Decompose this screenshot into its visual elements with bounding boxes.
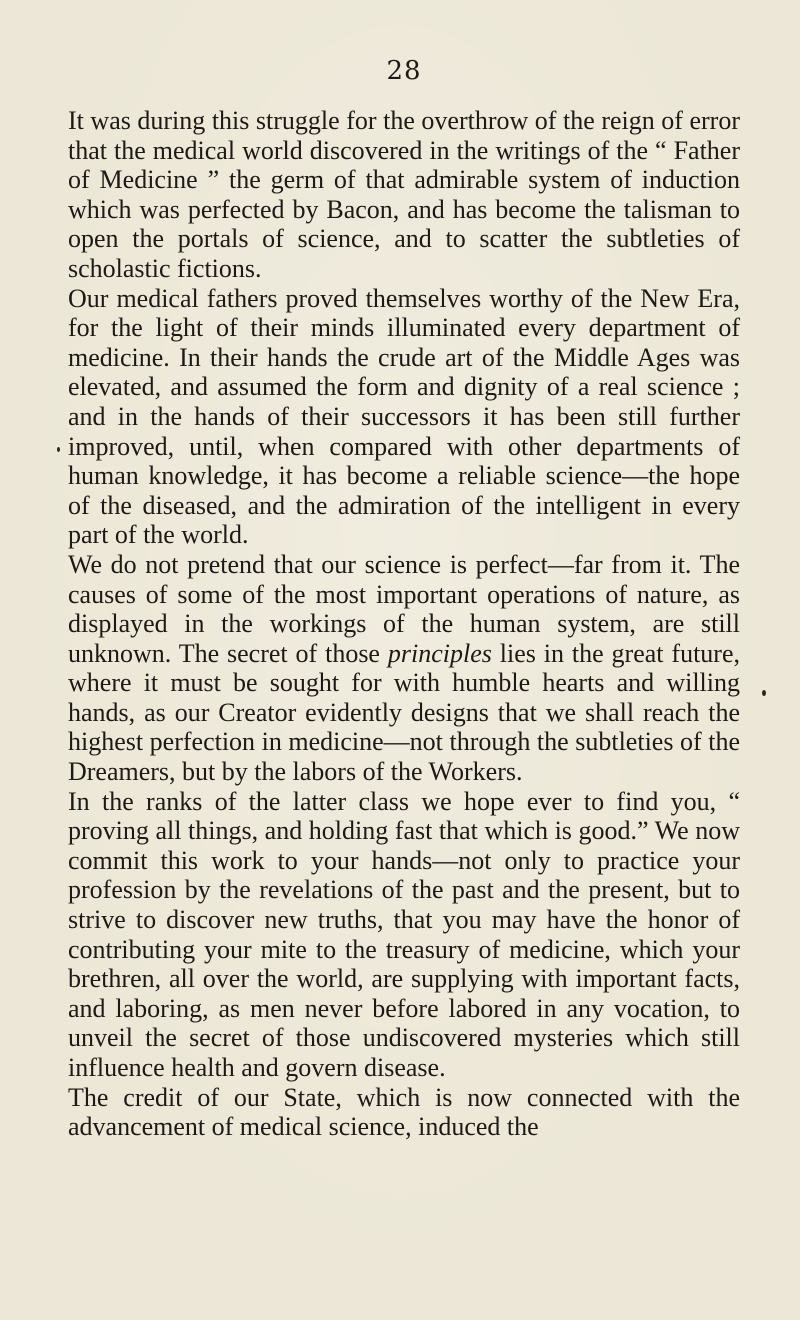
paragraph-2: Our medical fathers proved themselves worthy of the New Era, for the light of their minds illuminated every department of medicine. In their hands the crude art of the Middle Ages was elevated, and assumed the form and dignity of a real science ; and in the hands of their successors it has been still further improved, until, when compared with other departments of human knowledge, it has become a reliable science—the hope of the diseased, and the admiration of the intelligent in every part of the world.: [68, 283, 740, 550]
italic-principles: principles: [387, 638, 492, 668]
page-number: 28: [386, 56, 422, 86]
margin-speck: [57, 447, 60, 452]
paragraph-5: The credit of our State, which is now connected with the advancement of medical science, induced the: [68, 1082, 740, 1142]
paragraph-3-text-after: lies in the great future, where it must be sought for with humble hearts and willing hands, as our Creator evidently designs that we shall reach the highest perfection in medicine—not through the subtleties of the Dreamers, but by the labors of the Workers.: [68, 638, 740, 787]
paragraph-3: [68, 550, 740, 787]
margin-speck: [762, 690, 766, 696]
paragraph-1: It was during this struggle for the overthrow of the reign of error that the medical world discovered in the writings of the “ Father of Medicine ” the germ of that admirable system of induction which was perfected by Bacon, and has become the talisman to open the portals of science, and to scatter the subtleties of scholastic fictions.: [68, 106, 740, 283]
paragraph-4: In the ranks of the latter class we hope ever to find you, “ proving all things, and holding fast that which is good.” We now commit this work to your hands—not only to practice your profession by the revelations of the past and the present, but to strive to discover new truths, that you may have the honor of contributing your mite to the treasury of medicine, which your brethren, all over the world, are supplying with important facts, and laboring, as men never before labored in any vocation, to unveil the secret of those undiscovered mysteries which still influence health and govern disease.: [68, 786, 740, 1082]
body-text: [68, 106, 740, 1142]
paragraph-3-text-before: We do not pretend that our science is perfect—far from it. The causes of some of the most important operations of nature, as displayed in the workings of the human system, are still unknown. The secret of those: [68, 549, 740, 668]
